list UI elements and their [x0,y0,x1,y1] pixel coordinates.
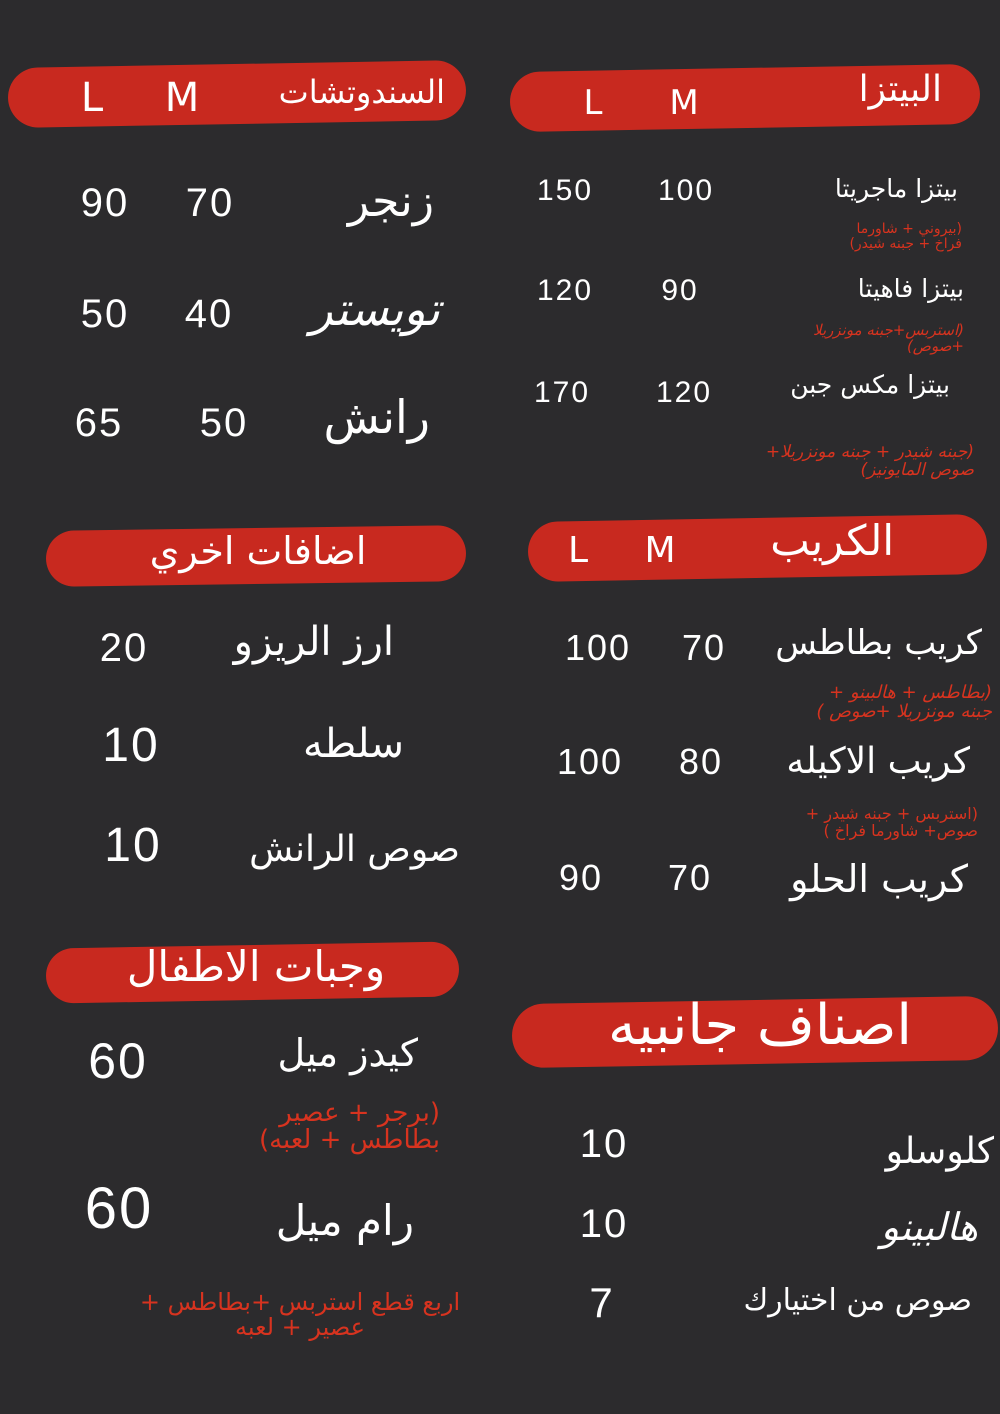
kids-item-desc: (برجر + عصير بطاطس + لعبه) [258,1098,440,1156]
sides-item-name: كلوسلو [885,1131,994,1172]
pizza-title: البيتزا [858,69,942,110]
extras-item-price: 20 [99,626,149,670]
crepe-item-price-m: 80 [678,741,724,782]
extras-item-name: صوص الرانش [249,829,460,870]
crepe-item-name: كريب الحلو [790,857,968,901]
crepe-item-price-l: 100 [564,627,632,668]
crepe-item-desc: (بطاطس + هالبينو + جبنه مونزريلا +صوص ) [816,682,992,722]
pizza-item-name: بيتزا مكس جبن [790,370,950,399]
pizza-item-price-l: 170 [533,376,591,409]
sides-item-price: 10 [579,1202,629,1246]
crepe-item-price-m: 70 [681,627,727,668]
extras-item-price: 10 [104,819,162,872]
sandwich-item-price-m: 50 [199,401,249,445]
crepe-item-price-l: 90 [558,857,604,898]
sides-title: اصناف جانبيه [607,993,912,1058]
sides-item-price: 7 [589,1279,615,1326]
sandwich-item-name: رانش [323,390,430,444]
pizza-l-label: L [583,83,603,123]
pizza-item-desc: (جبنه شيدر + جبنه مونزريلا+ صوص المايونيز) [765,442,974,480]
sandwich-item-price-m: 70 [185,181,235,225]
pizza-item-price-m: 90 [661,274,699,307]
sandwiches-title: السندوتشات [278,73,445,111]
extras-item-price: 10 [102,719,160,772]
pizza-item-name: بيتزا فاهيتا [857,274,964,303]
crepe-header [528,514,988,582]
extras-item-name: ارز الريزو [233,619,394,665]
pizza-item-desc: (استربس+جبنه مونزريلا +صوص) [813,321,964,355]
crepe-item-price-m: 70 [667,857,713,898]
sandwich-item-price-l: 50 [80,292,130,336]
extras-item-name: سلطه [302,721,404,767]
crepe-l-label: L [567,530,589,571]
kids-item-name: رام ميل [275,1196,414,1245]
sides-item-name: صوص من اختيارك [743,1283,972,1318]
pizza-item-price-m: 100 [657,174,715,207]
crepe-title: الكريب [770,516,894,565]
extras-title: اضافات اخري [149,529,367,573]
sandwich-item-price-l: 90 [80,181,130,225]
crepe-item-price-l: 100 [556,741,624,782]
sandwich-item-name: تويستر [310,282,440,336]
crepe-item-desc: (استربس + جبنه شيدر + صوص+ شاورما فراخ ) [805,804,978,840]
crepe-m-label: M [644,530,676,571]
pizza-item-price-l: 120 [536,274,594,307]
kids-item-desc: اربع قطع استربس +بطاطس + عصير + لعبه [139,1288,461,1342]
sides-item-price: 10 [579,1122,629,1166]
pizza-item-price-m: 120 [655,376,713,409]
sandwich-item-price-l: 65 [74,401,124,445]
sandwich-item-price-m: 40 [184,292,234,336]
kids-item-name: كيدز ميل [277,1031,418,1075]
kids-item-price: 60 [84,1176,154,1241]
pizza-item-price-l: 150 [536,174,594,207]
sandwiches-m-label: M [164,75,200,121]
kids-title: وجبات الاطفال [126,942,386,991]
sides-item-name: هالبينو [880,1205,978,1249]
pizza-item-name: بيتزا ماجريتا [834,174,958,203]
crepe-item-name: كريب بطاطس [775,623,982,663]
sandwich-item-name: زنجر [347,176,434,227]
pizza-item-desc: (بيروني + شاورما فراخ + جبنه شيدر) [849,221,962,252]
sandwiches-l-label: L [80,75,104,121]
crepe-item-name: كريب الاكيله [786,741,970,782]
pizza-m-label: M [669,83,699,123]
kids-item-price: 60 [88,1033,148,1089]
